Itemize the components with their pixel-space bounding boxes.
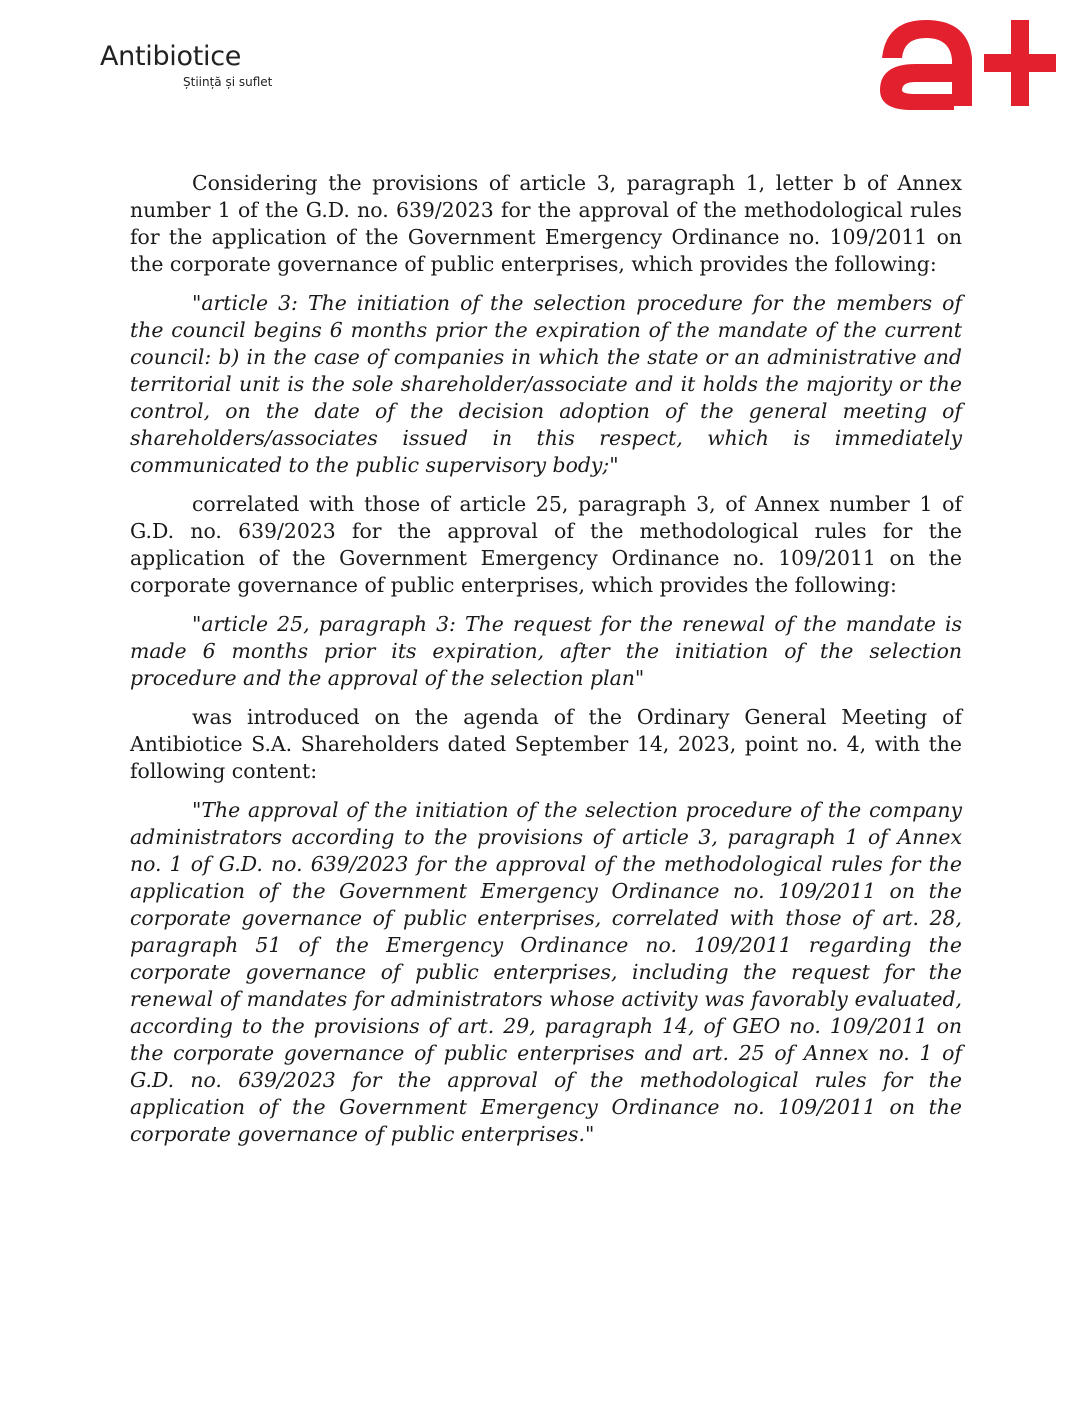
brand-name: Antibiotice — [100, 41, 242, 72]
document-body — [130, 170, 962, 1160]
quote-agenda-item: "The approval of the initiation of the selection procedure of the company administrators according to the provisions of article 3, paragraph 1 of Annex no. 1 of G.D. no. 639/2023 for the approval of the methodological rules for the application of the Government Emergency Ordinance no. 109/2011 on the corporate governance of public enterprises, correlated with those of art. 28, paragraph 51 of the Emergency Ordinance no. 109/2011 regarding the corporate governance of public enterprises, including the request for the renewal of mandates for administrators whose activity was favorably evaluated, according to the provisions of art. 29, paragraph 14, of GEO no. 109/2011 on the corporate governance of public enterprises and art. 25 of Annex no. 1 of G.D. no. 639/2023 for the approval of the methodological rules for the application of the Government Emergency Ordinance no. 109/2011 on the corporate governance of public enterprises." — [130, 798, 962, 1146]
paragraph-correlated: correlated with those of article 25, paragraph 3, of Annex number 1 of G.D. no. 639/2023 for the approval of the methodological rules for the application of the Government Emergency Ordinance no. 109/2011 on the corporate governance of public enterprises, which provides the following: — [130, 492, 962, 597]
quote-article-3: "article 3: The initiation of the selection procedure for the members of the council begins 6 months prior the expiration of the mandate of the current council: b) in the case of companies in which the state or an administrative and territorial unit is the sole shareholder/associate and it holds the majority or the control, on the date of the decision adoption of the general meeting of shareholders/associates issued in this respect, which is immediately communicated to the public supervisory body;" — [130, 291, 962, 477]
paragraph-agenda: was introduced on the agenda of the Ordinary General Meeting of Antibiotice S.A. Shareholders dated September 14, 2023, point no. 4, with the following content: — [130, 705, 962, 783]
paragraph-considering: Considering the provisions of article 3, paragraph 1, letter b of Annex number 1 of the G.D. no. 639/2023 for the approval of the methodological rules for the application of the Government Emergency Ordinance no. 109/2011 on the corporate governance of public enterprises, which provides the following: — [130, 171, 962, 276]
brand-tagline: Știință și suflet — [183, 75, 273, 89]
a-plus-logo-icon — [876, 14, 1058, 110]
company-logo-text — [100, 42, 272, 89]
quote-article-25: "article 25, paragraph 3: The request for the renewal of the mandate is made 6 months prior its expiration, after the initiation of the selection procedure and the approval of the selection plan" — [130, 612, 962, 690]
